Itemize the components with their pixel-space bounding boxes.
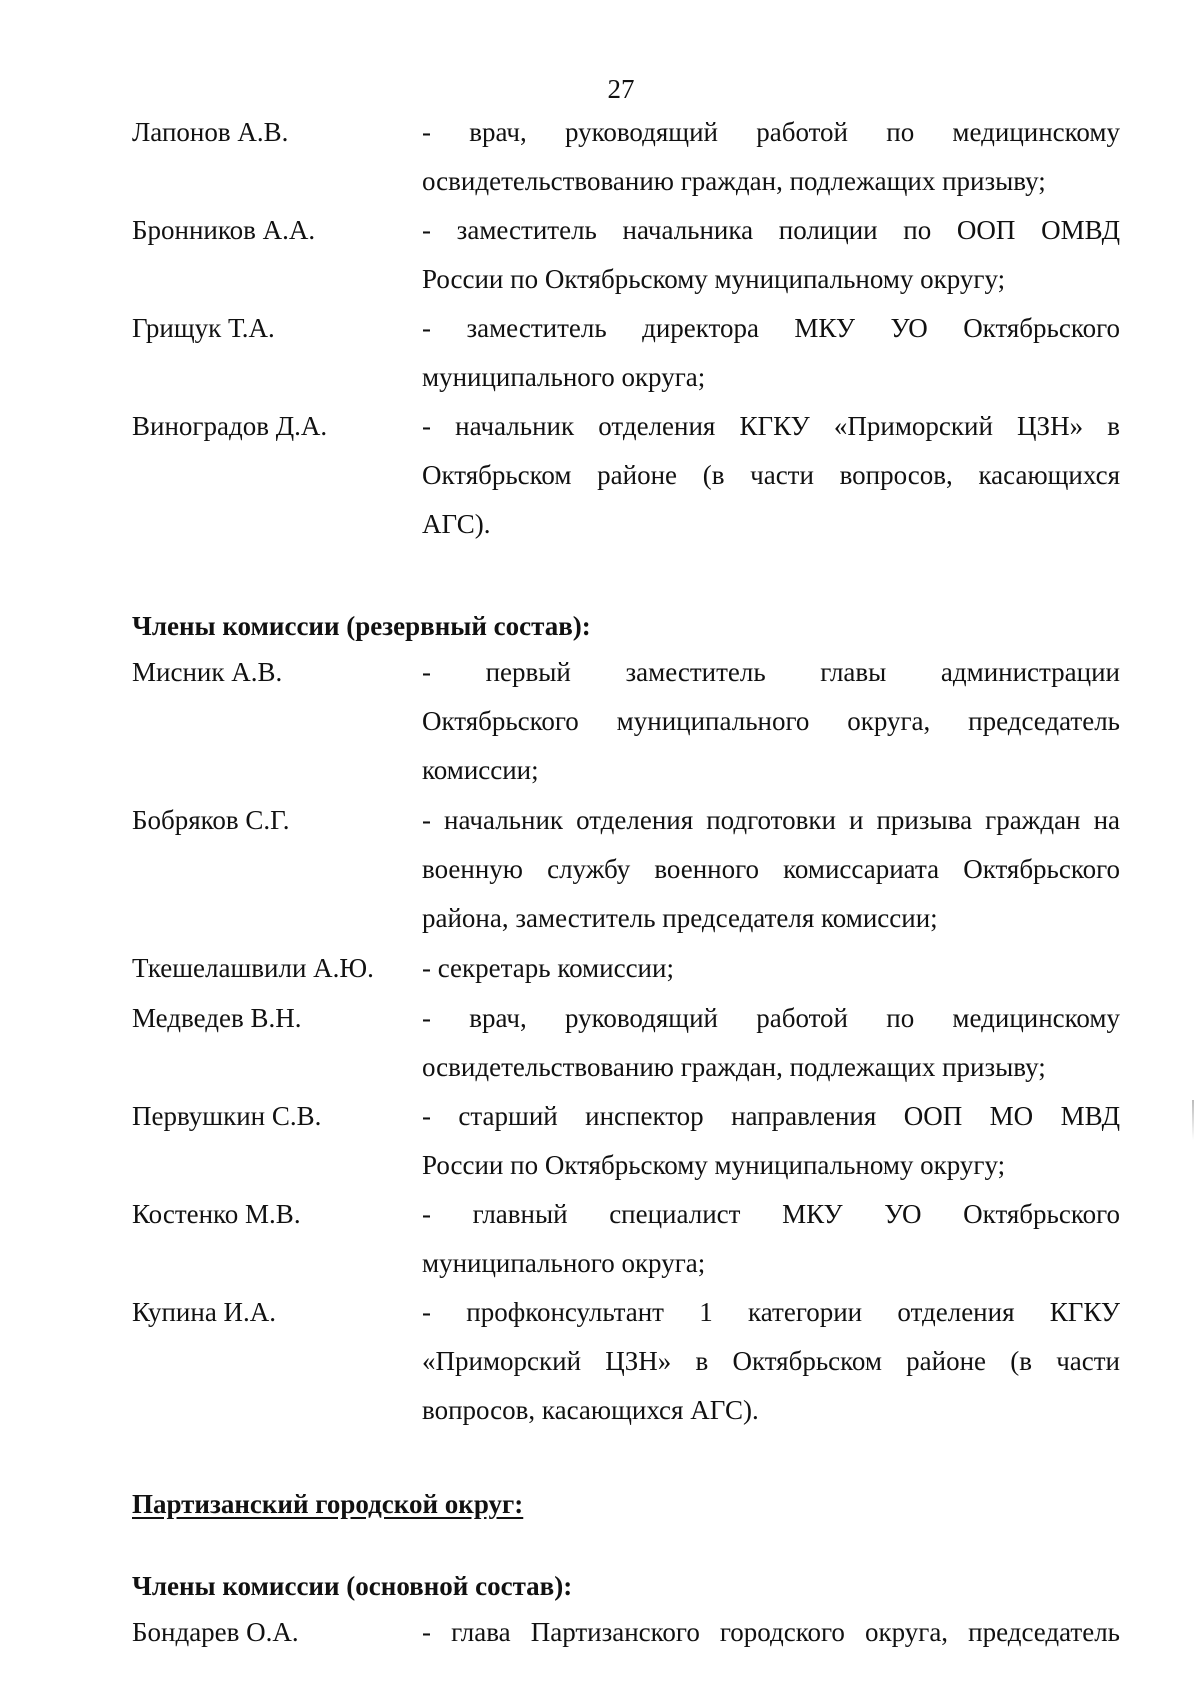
role-line: - заместитель директора МКУ УО Октябрьского — [422, 313, 1120, 343]
role-line: России по Октябрьскому муниципальному округу; — [422, 1150, 1006, 1180]
member-name: Грищук Т.А. — [132, 313, 275, 343]
role-line: Октябрьском районе (в части вопросов, касающихся — [422, 460, 1120, 490]
section-heading-main: Члены комиссии (основной состав): — [132, 1571, 573, 1601]
member-role — [422, 402, 1120, 549]
member-role — [422, 1288, 1120, 1435]
member-role — [422, 944, 1120, 993]
member-name: Медведев В.Н. — [132, 1003, 302, 1033]
role-line: АГС). — [422, 509, 491, 539]
role-line: - начальник отделения подготовки и призыва граждан на — [422, 805, 1120, 835]
section-heading-reserve: Члены комиссии (резервный состав): — [132, 611, 591, 641]
role-line: освидетельствованию граждан, подлежащих призыву; — [422, 166, 1046, 196]
role-line: - глава Партизанского городского округа, председатель — [422, 1617, 1120, 1647]
member-role — [422, 796, 1120, 943]
member-name: Ткешелашвили А.Ю. — [132, 953, 374, 983]
member-role — [422, 648, 1120, 795]
role-line: освидетельствованию граждан, подлежащих призыву; — [422, 1052, 1046, 1082]
page-number: 27 — [607, 74, 635, 104]
role-line: России по Октябрьскому муниципальному округу; — [422, 264, 1006, 294]
member-name: Первушкин С.В. — [132, 1101, 322, 1131]
member-name: Бондарев О.А. — [132, 1617, 299, 1647]
role-line: - профконсультант 1 категории отделения КГКУ — [422, 1297, 1120, 1327]
role-line: - врач, руководящий работой по медицинскому — [422, 1003, 1120, 1033]
role-line: - старший инспектор направления ООП МО МВД — [422, 1101, 1120, 1131]
role-line: - главный специалист МКУ УО Октябрьского — [422, 1199, 1120, 1229]
member-name: Лапонов А.В. — [132, 117, 289, 147]
role-line: - заместитель начальника полиции по ООП ОМВД — [422, 215, 1120, 245]
scan-artifact — [1192, 1100, 1194, 1140]
role-line: «Приморский ЦЗН» в Октябрьском районе (в части — [422, 1346, 1120, 1376]
role-line: комиссии; — [422, 755, 539, 785]
member-name: Костенко М.В. — [132, 1199, 301, 1229]
role-line: вопросов, касающихся АГС). — [422, 1395, 759, 1425]
member-name: Бобряков С.Г. — [132, 805, 290, 835]
role-line: военную службу военного комиссариата Октябрьского — [422, 854, 1120, 884]
member-role — [422, 1608, 1120, 1657]
member-role — [422, 1190, 1120, 1288]
section-heading-district: Партизанский городской округ: — [132, 1489, 524, 1519]
member-name: Купина И.А. — [132, 1297, 277, 1327]
member-name: Виноградов Д.А. — [132, 411, 328, 441]
member-role — [422, 304, 1120, 402]
role-line: - начальник отделения КГКУ «Приморский ЦЗН» в — [422, 411, 1120, 441]
role-line: Октябрьского муниципального округа, председатель — [422, 706, 1120, 736]
role-line: - первый заместитель главы администрации — [422, 657, 1120, 687]
role-line: муниципального округа; — [422, 1248, 706, 1278]
role-line: - секретарь комиссии; — [422, 953, 674, 983]
member-role — [422, 1092, 1120, 1190]
member-name: Мисник А.В. — [132, 657, 283, 687]
member-role — [422, 108, 1120, 206]
role-line: - врач, руководящий работой по медицинскому — [422, 117, 1120, 147]
role-line: района, заместитель председателя комиссии; — [422, 903, 938, 933]
member-name: Бронников А.А. — [132, 215, 316, 245]
member-role — [422, 994, 1120, 1092]
member-role — [422, 206, 1120, 304]
role-line: муниципального округа; — [422, 362, 706, 392]
